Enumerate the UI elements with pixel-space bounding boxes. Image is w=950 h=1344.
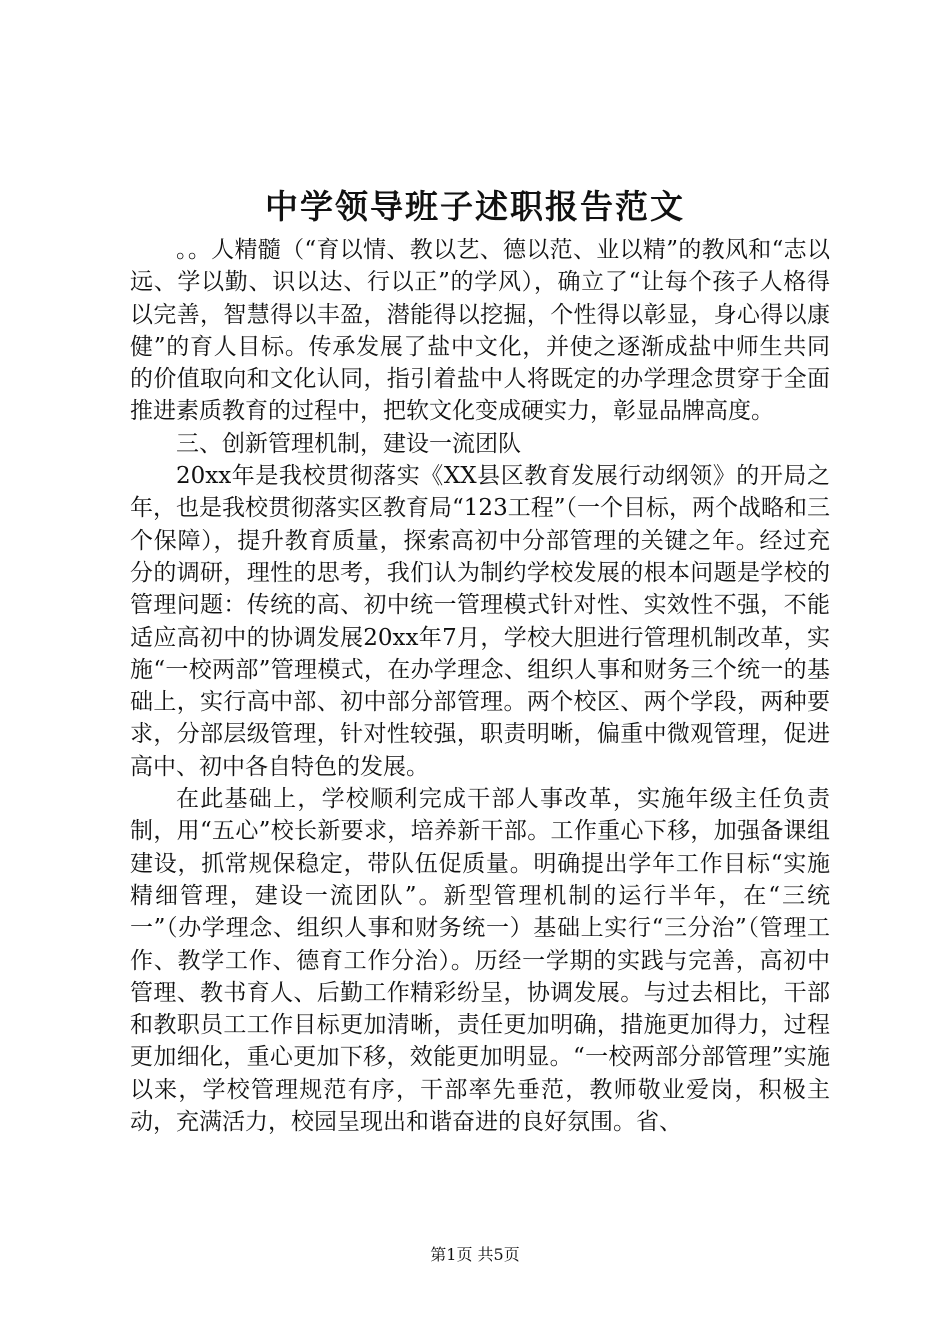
section-heading: 三、创新管理机制，建设一流团队 <box>176 430 521 457</box>
paragraph-2: 20xx年是我校贯彻落实《XX县区教育发展行动纲领》的开局之年，也是我校贯彻落实区教育局“123工程”（一个目标，两个战略和三个保障），提升教育质量，探索高初中分部管理的关键之年。经过充分的调研，理性的思考，我们认为制约学校发展的根本问题是学校的管理问题：传统的高、初中统一管理模式针对性、实效性不强，不能适应高初中的协调发展20xx年7月，学校大胆进行管理机制改革，实施“一校两部”管理模式，在办学理念、组织人事和财务三个统一的基础上，实行高中部、初中部分部管理。两个校区、两个学段，两种要求，分部层级管理，针对性较强，职责明晰，偏重中微观管理，促进高中、初中各自特色的发展。 <box>130 463 830 780</box>
document-title: 中学领导班子述职报告范文 <box>265 187 685 226</box>
page-number-footer: 第1页 共5页 <box>430 1245 520 1264</box>
document-body <box>130 234 830 1138</box>
paragraph-1: 。。人精髓（“育以情、教以艺、德以范、业以精”的教风和“志以远、学以勤、识以达、行以正”的学风），确立了“让每个孩子人格得以完善，智慧得以丰盈，潜能得以挖掘，个性得以彰显，身心得以康健”的育人目标。传承发展了盐中文化，并使之逐渐成盐中师生共同的价值取向和文化认同，指引着盐中人将既定的办学理念贯穿于全面推进素质教育的过程中，把软文化变成硬实力，彰显品牌高度。 <box>130 237 830 425</box>
paragraph-3: 在此基础上，学校顺利完成干部人事改革，实施年级主任负责制，用“五心”校长新要求，培养新干部。工作重心下移，加强备课组建设，抓常规保稳定，带队伍促质量。明确提出学年工作目标“实施精细管理，建设一流团队”。新型管理机制的运行半年，在“三统一”（办学理念、组织人事和财务统一）基础上实行“三分治”（管理工作、教学工作、德育工作分治）。历经一学期的实践与完善，高初中管理、教书育人、后勤工作精彩纷呈，协调发展。与过去相比，干部和教职员工工作目标更加清晰，责任更加明确，措施更加得力，过程更加细化，重心更加下移，效能更加明显。“一校两部分部管理”实施以来，学校管理规范有序，干部率先垂范，教师敬业爱岗，积极主动，充满活力，校园呈现出和谐奋进的良好氛围。省、 <box>130 786 830 1136</box>
